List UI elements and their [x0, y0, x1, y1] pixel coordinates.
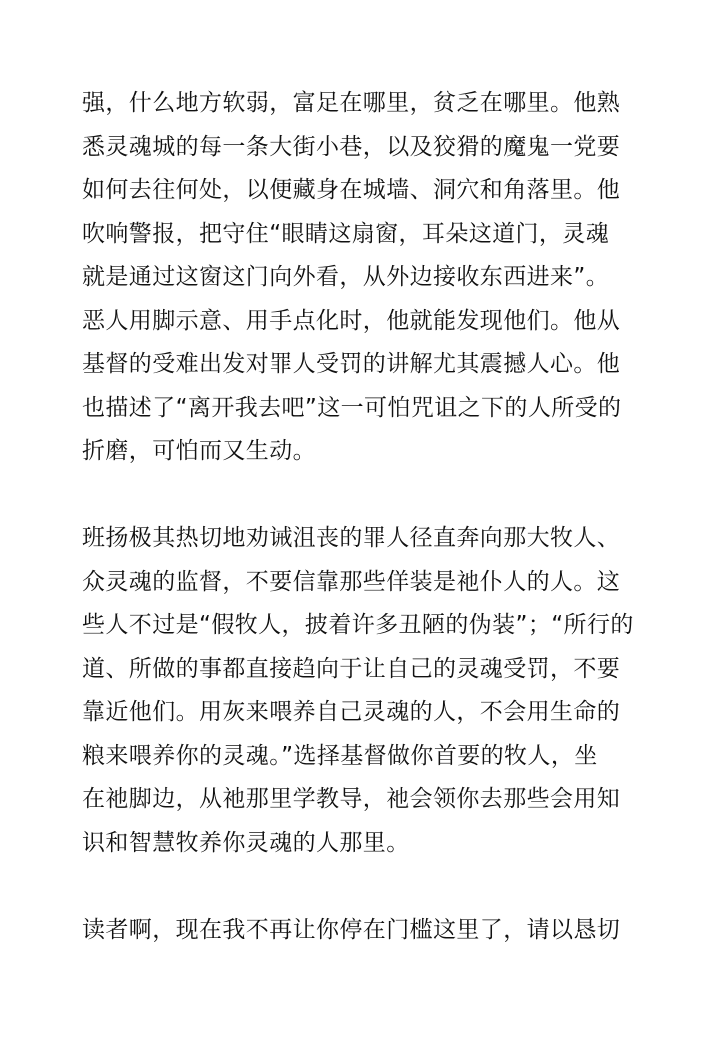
text-line: 在祂脚边，从祂那里学教导，祂会领你去那些会用知 — [82, 786, 621, 812]
paragraph-2 — [82, 517, 642, 865]
text-line: 如何去往何处，以便藏身在城墙、洞穴和角落里。他 — [82, 177, 621, 203]
text-line: 读者啊，现在我不再让你停在门槛这里了，请以恳切 — [82, 916, 621, 943]
paragraph-3 — [82, 909, 642, 953]
text-line: 恶人用脚示意、用手点化时，他就能发现他们。他从 — [82, 307, 621, 334]
text-line: 基督的受难出发对罪人受罚的讲解尤其震撼人心。他 — [82, 351, 621, 377]
text-line: 班扬极其热切地劝诫沮丧的罪人径直奔向那大牧人、 — [82, 525, 621, 551]
text-line: 识和智慧牧养你灵魂的人那里。 — [82, 829, 410, 856]
document-page — [82, 82, 642, 952]
paragraph-spacer — [82, 474, 642, 518]
text-line: 就是通过这窗这门向外看，从外边接收东西进来”。 — [82, 264, 610, 290]
text-line: 粮来喂养你的灵魂。”选择基督做你首要的牧人，坐 — [82, 742, 598, 769]
text-line: 靠近他们。用灰来喂养自己灵魂的人，不会用生命的 — [82, 699, 621, 725]
paragraph-1 — [82, 82, 642, 474]
text-line: 众灵魂的监督，不要信靠那些佯装是祂仆人的人。这 — [82, 568, 621, 595]
text-line: 些人不过是“假牧人，披着许多丑陋的伪装”；“所行的 — [82, 612, 634, 638]
text-line: 也描述了“离开我去吧”这一可怕咒诅之下的人所受的 — [82, 394, 622, 421]
paragraph-spacer — [82, 865, 642, 909]
text-line: 吹响警报，把守住“眼睛这扇窗，耳朵这道门，灵魂 — [82, 220, 610, 247]
text-line: 折磨，可怕而又生动。 — [82, 438, 316, 464]
text-line: 道、所做的事都直接趋向于让自己的灵魂受罚，不要 — [82, 655, 621, 682]
text-line: 悉灵魂城的每一条大街小巷，以及狡猾的魔鬼一党要 — [82, 133, 621, 160]
text-line: 强，什么地方软弱，富足在哪里，贫乏在哪里。他熟 — [82, 90, 621, 116]
